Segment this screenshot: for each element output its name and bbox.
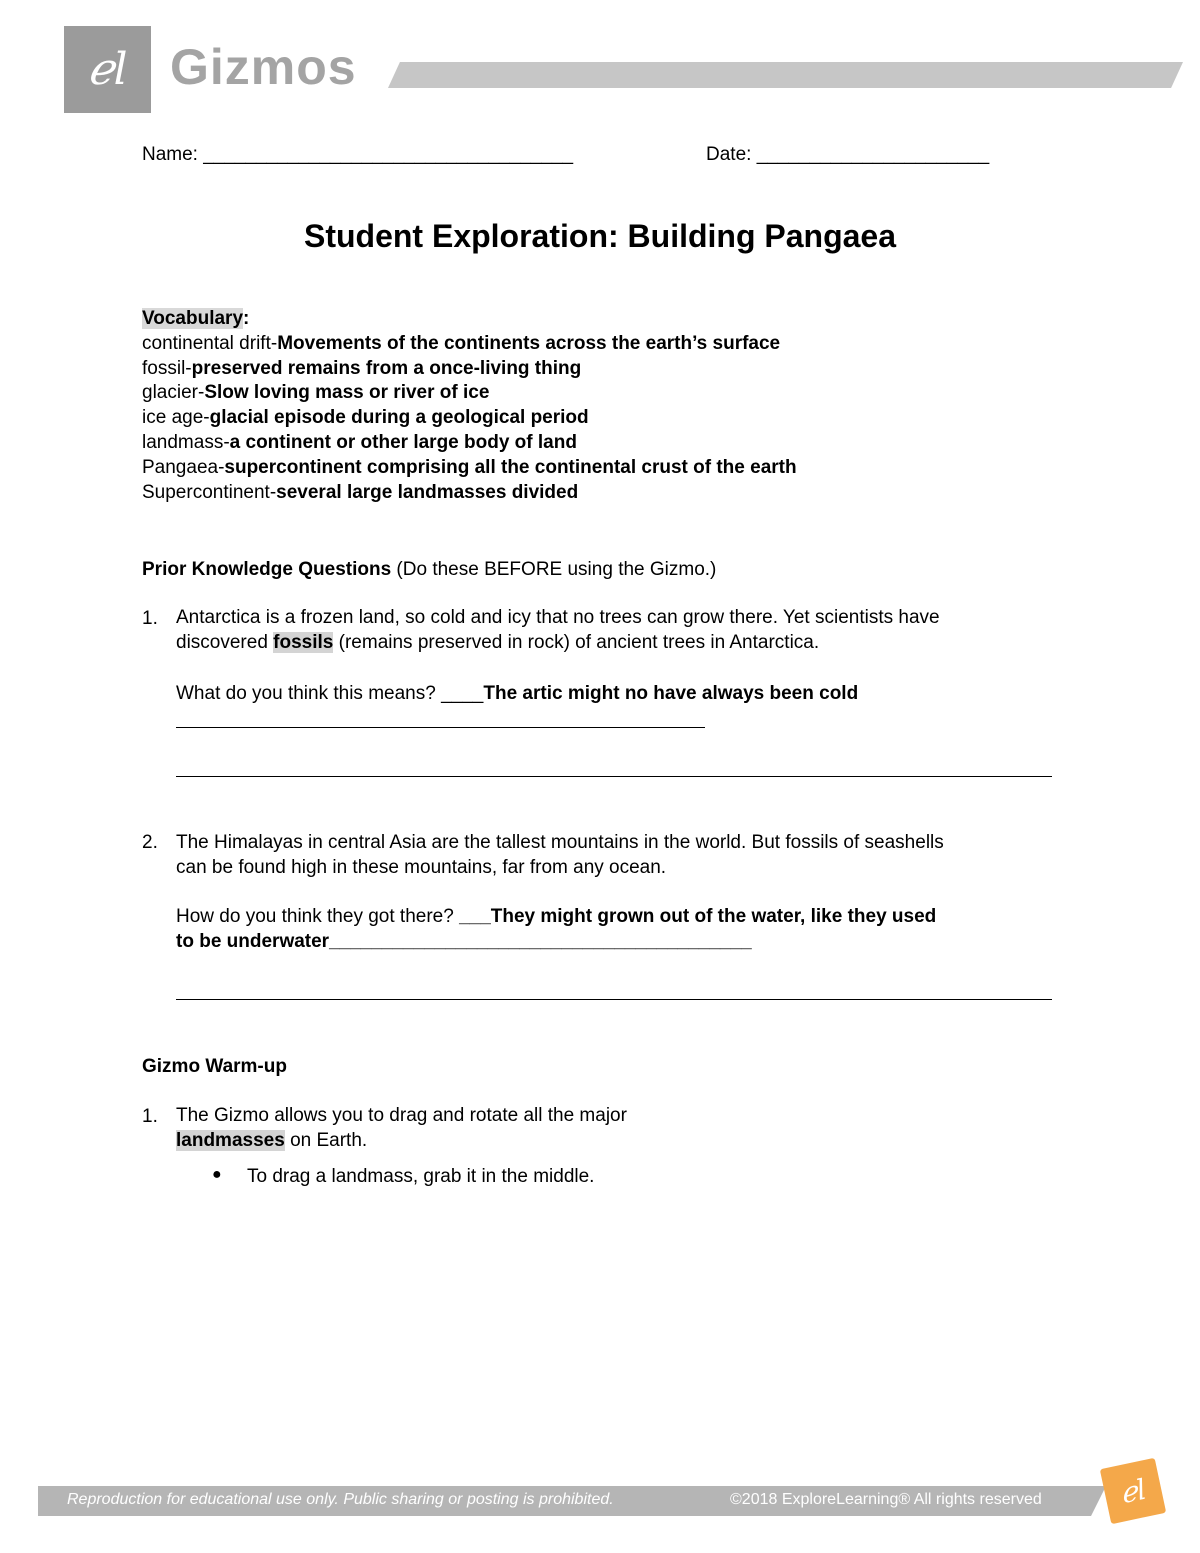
vocab-term: ice age- (142, 407, 210, 429)
question-number: 2. (142, 832, 158, 853)
brand-name: Gizmos (170, 39, 357, 95)
question-1-text (176, 606, 940, 655)
page-title: Student Exploration: Building Pangaea (303, 218, 897, 254)
date-field[interactable]: Date: ______________________ (706, 144, 990, 165)
vocab-definition: a continent or other large body of land (229, 431, 577, 453)
explorelearning-logo-icon (1100, 1458, 1166, 1524)
answer-prompt: What do you think this means? ____ (176, 683, 484, 704)
footer-disclaimer: Reproduction for educational use only. Public sharing or posting is prohibited. (67, 1491, 614, 1508)
vocab-item (142, 381, 797, 406)
vocab-item (142, 332, 797, 357)
gizmos-logo (64, 26, 151, 113)
vocab-definition: Slow loving mass or river of ice (204, 382, 490, 404)
answer-text: ___They might grown out of the water, like they used (459, 906, 937, 927)
logo-glyph: ℯl (87, 44, 128, 95)
highlighted-term: landmasses (176, 1129, 285, 1151)
bullet-icon: ● (212, 1166, 222, 1183)
footer-copyright: ©2018 ExploreLearning® All rights reserved (730, 1491, 1042, 1508)
name-field[interactable]: Name: ___________________________________ (142, 144, 574, 165)
answer-text: to be underwater________________________________________ (176, 930, 752, 952)
prior-knowledge-heading (142, 558, 716, 583)
question-line: The Gizmo allows you to drag and rotate all the major (176, 1105, 627, 1126)
vocab-term: fossil- (142, 357, 192, 379)
question-line (176, 631, 940, 656)
warmup-question-1 (176, 1104, 627, 1153)
vocabulary-colon: : (243, 308, 250, 329)
vocab-item (142, 406, 797, 431)
vocab-definition: Movements of the continents across the earth’s surface (277, 332, 781, 354)
vocab-definition: several large landmasses divided (276, 481, 579, 503)
vocab-term: continental drift- (142, 332, 278, 354)
highlighted-term: fossils (273, 631, 334, 653)
question-text: discovered (176, 631, 274, 653)
answer-line (176, 905, 936, 930)
answer-blank-line[interactable] (176, 999, 1052, 1000)
vocabulary-section (142, 307, 797, 505)
vocab-item (142, 357, 797, 382)
vocab-item (142, 456, 797, 481)
question-line: The Himalayas in central Asia are the tallest mountains in the world. But fossils of seashells (176, 832, 944, 853)
question-1-answer[interactable] (176, 682, 858, 707)
question-line: Antarctica is a frozen land, so cold and icy that no trees can grow there. Yet scientists have (176, 607, 940, 628)
question-line: can be found high in these mountains, far from any ocean. (176, 856, 667, 878)
prior-knowledge-note: (Do these BEFORE using the Gizmo.) (391, 559, 717, 580)
question-number: 1. (142, 1106, 158, 1127)
answer-prompt: How do you think they got there? (176, 906, 460, 927)
answer-blank-line[interactable] (176, 727, 705, 728)
question-line (176, 1129, 627, 1154)
answer-text: The artic might no have always been cold (483, 683, 859, 704)
vocabulary-heading (142, 307, 797, 332)
vocab-definition: supercontinent comprising all the continental crust of the earth (224, 456, 797, 478)
vocab-item (142, 481, 797, 506)
vocab-definition: glacial episode during a geological period (209, 407, 589, 429)
question-2-answer[interactable] (176, 905, 936, 954)
vocab-term: Pangaea- (142, 456, 225, 478)
prior-knowledge-title: Prior Knowledge Questions (142, 559, 392, 580)
vocab-term: landmass- (142, 431, 230, 453)
footer-logo-glyph: ℯl (1117, 1472, 1149, 1510)
vocab-term: glacier- (142, 382, 205, 404)
header-bar (388, 62, 1183, 88)
vocab-term: Supercontinent- (142, 481, 277, 503)
question-text: on Earth. (284, 1129, 368, 1151)
question-2-text (176, 831, 944, 880)
warmup-heading: Gizmo Warm-up (142, 1056, 287, 1077)
question-number: 1. (142, 608, 158, 629)
bullet-text: To drag a landmass, grab it in the middle. (247, 1166, 595, 1187)
vocabulary-heading-text: Vocabulary (142, 308, 244, 329)
question-text: (remains preserved in rock) of ancient trees in Antarctica. (333, 631, 820, 653)
answer-blank-line[interactable] (176, 776, 1052, 777)
vocab-item (142, 431, 797, 456)
vocab-definition: preserved remains from a once-living thing (191, 357, 582, 379)
